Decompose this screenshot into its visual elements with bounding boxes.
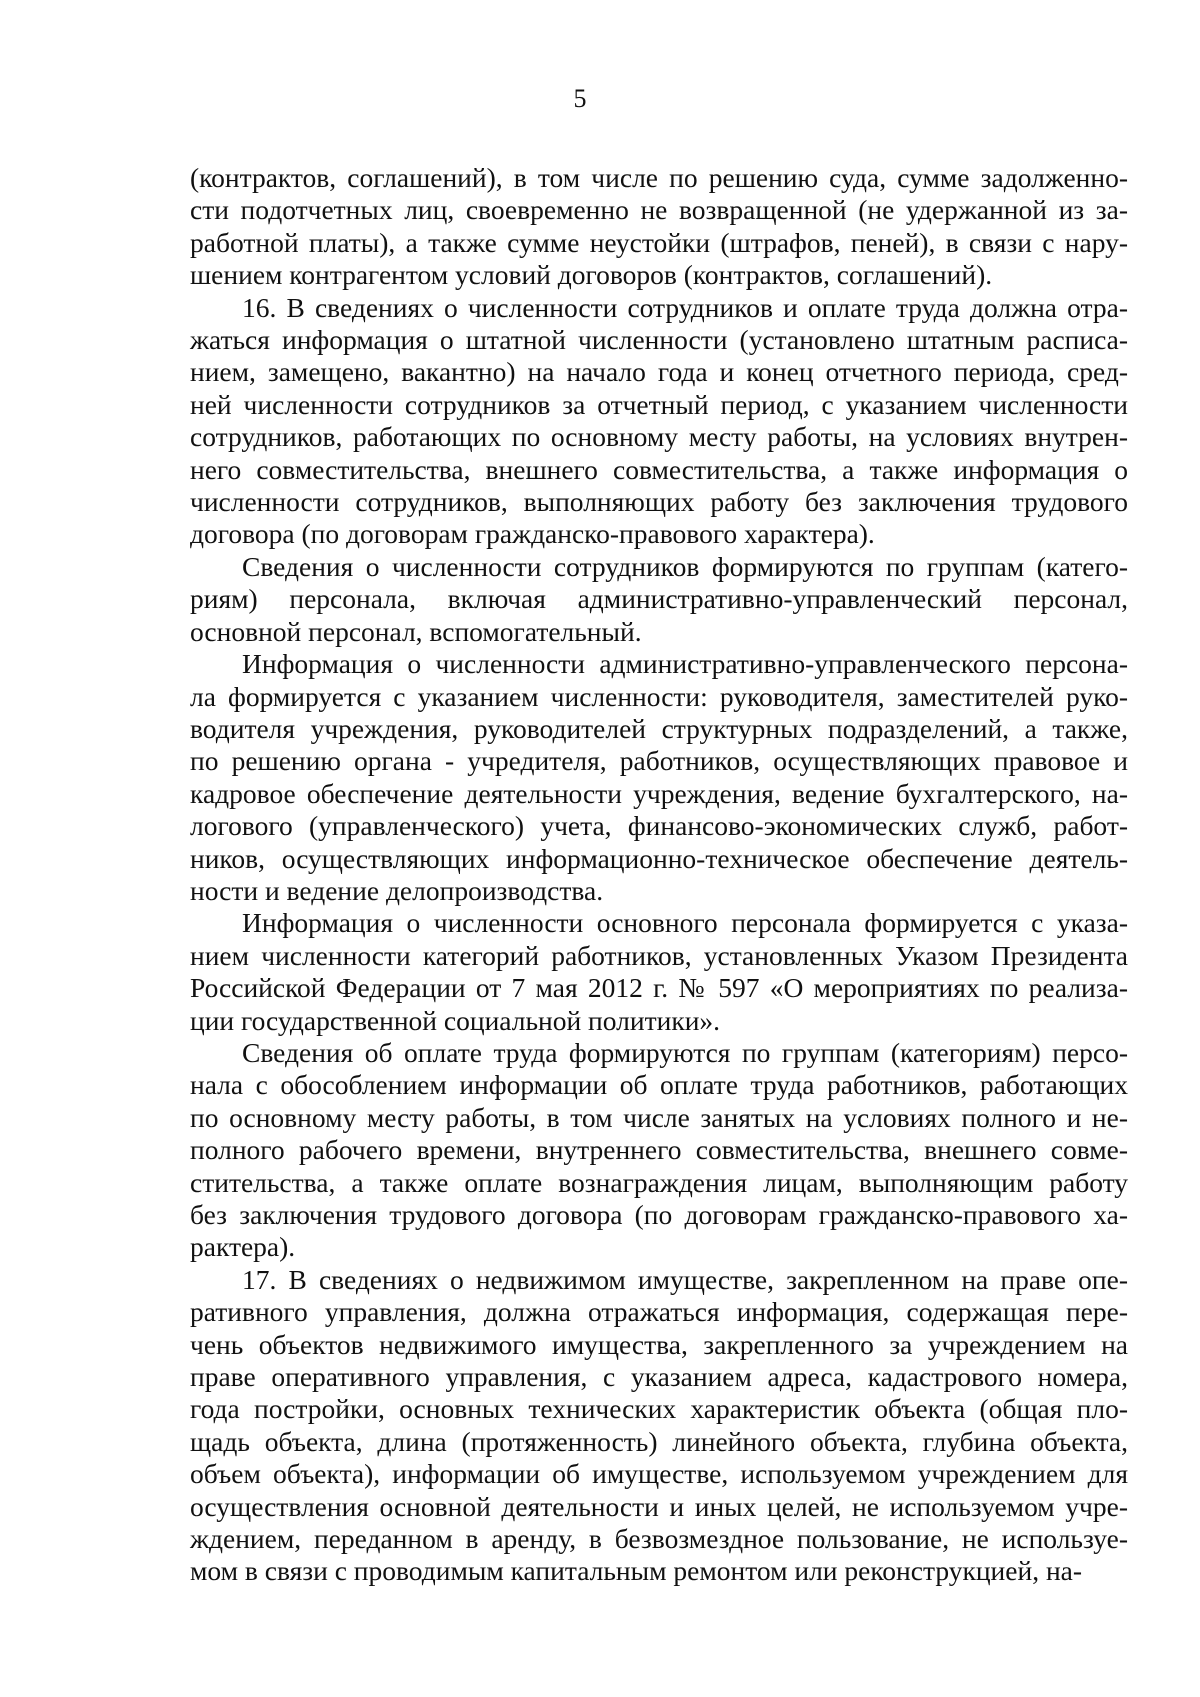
text-line: него совместительства, внешнего совместительства, а также информация о — [190, 453, 1128, 485]
text-line: логового (управленческого) учета, финансово-экономических служб, работ- — [190, 810, 1128, 842]
text-line: щадь объекта, длина (протяженность) линейного объекта, глубина объекта, — [190, 1425, 1128, 1457]
text-line: ративного управления, должна отражаться информация, содержащая пере- — [190, 1296, 1128, 1328]
text-line: жаться информация о штатной численности (установлено штатным расписа- — [190, 324, 1128, 356]
text-line: основной персонал, вспомогательный. — [190, 615, 642, 647]
text-line: ников, осуществляющих информационно-техническое обеспечение деятель- — [190, 842, 1128, 874]
text-line: шением контрагентом условий договоров (контрактов, соглашений). — [190, 259, 993, 291]
paragraph-payroll — [190, 1037, 1128, 1264]
text-line: ности и ведение делопроизводства. — [190, 874, 604, 906]
text-line: Информация о численности административно-управленческого персона- — [242, 648, 1128, 680]
text-line: нием, замещено, вакантно) на начало года и конец отчетного периода, сред- — [190, 356, 1128, 388]
text-line: численности сотрудников, выполняющих работу без заключения трудового — [190, 486, 1128, 518]
text-line: года постройки, основных технических характеристик объекта (общая пло- — [190, 1393, 1128, 1425]
text-line: осуществления основной деятельности и иных целей, не используемом учре- — [190, 1490, 1128, 1522]
text-line: нием численности категорий работников, установленных Указом Президента — [190, 939, 1128, 971]
text-line: 17. В сведениях о недвижимом имуществе, закрепленном на праве опе- — [242, 1263, 1128, 1295]
text-line: ждением, переданном в аренду, в безвозмездное пользование, не используе- — [190, 1523, 1128, 1555]
paragraph-16 — [190, 292, 1128, 551]
text-line: сотрудников, работающих по основному месту работы, на условиях внутрен- — [190, 421, 1128, 453]
text-line: Сведения о численности сотрудников формируются по группам (катего- — [242, 550, 1128, 582]
text-line: договора (по договорам гражданско-правового характера). — [190, 518, 875, 550]
text-line: мом в связи с проводимым капитальным ремонтом или реконструкцией, на- — [190, 1555, 1083, 1587]
text-line: ции государственной социальной политики». — [190, 1004, 721, 1036]
text-line: сти подотчетных лиц, своевременно не возвращенной (не удержанной из за- — [190, 194, 1128, 226]
text-line: по основному месту работы, в том числе занятых на условиях полного и не- — [190, 1101, 1128, 1133]
text-line: водителя учреждения, руководителей структурных подразделений, а также, — [190, 712, 1128, 744]
text-line: ла формируется с указанием численности: руководителя, заместителей руко- — [190, 680, 1128, 712]
text-line: рактера). — [190, 1231, 296, 1263]
paragraph-main-staff — [190, 907, 1128, 1037]
text-line: объем объекта), информации об имуществе, используемом учреждением для — [190, 1458, 1128, 1490]
page-number: 5 — [573, 84, 587, 113]
text-line: (контрактов, соглашений), в том числе по решению суда, сумме задолженно- — [190, 162, 1128, 193]
text-line: стительства, а также оплате вознаграждения лицам, выполняющим работу — [190, 1166, 1128, 1198]
text-line: полного рабочего времени, внутреннего совместительства, внешнего совме- — [190, 1134, 1128, 1166]
document-body — [190, 162, 1128, 1588]
text-line: риям) персонала, включая административно-управленческий персонал, — [190, 583, 1128, 615]
text-line: ней численности сотрудников за отчетный период, с указанием численности — [190, 388, 1128, 420]
text-line: Информация о численности основного персонала формируется с указа- — [242, 907, 1128, 939]
text-line: кадровое обеспечение деятельности учреждения, ведение бухгалтерского, на- — [190, 777, 1128, 809]
text-line: без заключения трудового договора (по договорам гражданско-правового ха- — [190, 1199, 1128, 1230]
text-line: чень объектов недвижимого имущества, закрепленного за учреждением на — [190, 1328, 1128, 1360]
text-line: по решению органа - учредителя, работников, осуществляющих правовое и — [190, 745, 1128, 777]
paragraph-17 — [190, 1264, 1128, 1588]
text-line: работной платы), а также сумме неустойки (штрафов, пеней), в связи с нару- — [190, 226, 1128, 258]
paragraph-aup — [190, 648, 1128, 907]
text-line: нала с обособлением информации об оплате труда работников, работающих — [190, 1069, 1128, 1101]
text-line: Российской Федерации от 7 мая 2012 г. № 597 «О мероприятиях по реализа- — [190, 972, 1128, 1004]
text-line: 16. В сведениях о численности сотрудников и оплате труда должна отра- — [242, 291, 1128, 323]
text-line: праве оперативного управления, с указанием адреса, кадастрового номера, — [190, 1361, 1128, 1393]
paragraph-continuation — [190, 162, 1128, 292]
text-line: Сведения об оплате труда формируются по группам (категориям) персо- — [242, 1036, 1128, 1068]
paragraph-groups — [190, 551, 1128, 648]
